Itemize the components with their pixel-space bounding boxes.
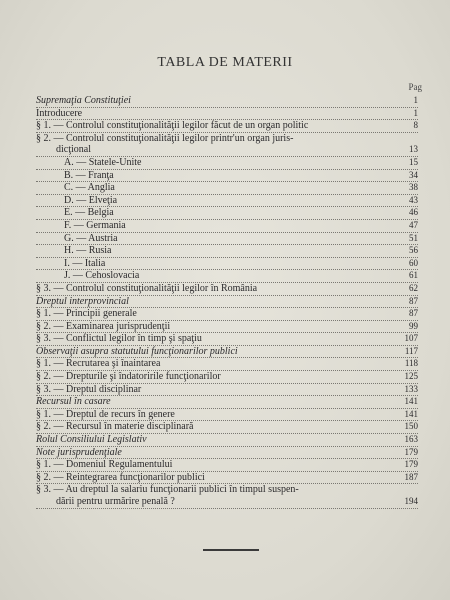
- table-of-contents: [36, 95, 418, 509]
- toc-entry-text: C. — Anglia: [64, 182, 115, 194]
- toc-entry-text: § 1. — Domeniul Regulamentului: [36, 459, 173, 471]
- toc-page-number: 60: [409, 257, 418, 268]
- toc-entry-text: J. — Cehoslovacia: [64, 270, 140, 282]
- toc-entry: [36, 245, 418, 258]
- toc-entry: [36, 484, 418, 496]
- page-column-label: Pag: [408, 82, 422, 92]
- toc-entry: [36, 182, 418, 195]
- toc-entry-text: § 2. — Examinarea jurisprudenţii: [36, 320, 171, 332]
- toc-entry: [36, 108, 418, 121]
- toc-section-heading: [36, 434, 418, 447]
- toc-page-number: 47: [409, 219, 418, 230]
- toc-section-heading: [36, 396, 418, 409]
- toc-page-number: 34: [409, 169, 418, 180]
- toc-entry: [36, 283, 418, 296]
- toc-page-number: 61: [409, 270, 418, 281]
- toc-entry-text: § 3. — Controlul constituţionalităţii legilor în România: [36, 282, 258, 294]
- toc-entry-text: B. — Franţa: [64, 169, 114, 181]
- toc-page-number: 99: [409, 320, 418, 331]
- toc-entry: [36, 409, 418, 422]
- toc-entry: [36, 258, 418, 271]
- toc-entry: [36, 157, 418, 170]
- toc-page-number: 8: [413, 120, 418, 131]
- toc-entry: [36, 133, 418, 145]
- toc-page-number: 125: [404, 371, 418, 382]
- toc-entry-text: Dreptul interprovincial: [36, 295, 129, 307]
- toc-page-number: 141: [404, 396, 418, 407]
- toc-page-number: 87: [409, 308, 418, 319]
- toc-section-heading: [36, 296, 418, 309]
- toc-entry-text: § 2. — Controlul constituţionalităţii legilor printr'un organ juris-: [36, 132, 294, 144]
- toc-page-number: 107: [404, 333, 418, 344]
- toc-page-number: 1: [413, 107, 418, 118]
- page-title: TABLA DE MATERII: [157, 55, 293, 70]
- toc-page-number: 56: [409, 245, 418, 256]
- toc-entry-text: I. — Italia: [64, 257, 106, 269]
- toc-entry: [36, 220, 418, 233]
- toc-entry: [36, 144, 418, 157]
- toc-entry-text: § 3. — Dreptul disciplinar: [36, 383, 142, 395]
- toc-entry-text: § 3. — Conflictul legilor în timp şi spaţiu: [36, 333, 202, 345]
- toc-entry: [36, 496, 418, 509]
- toc-entry-text: Supremaţia Constituţiei: [36, 95, 131, 106]
- toc-entry-text: Note jurisprudenţiale: [36, 446, 122, 458]
- toc-entry-text: § 2. — Reintegrarea funcţionarilor publici: [36, 471, 205, 483]
- toc-entry-text: Recursul în casare: [36, 396, 111, 408]
- toc-entry-text: A. — Statele-Unite: [64, 156, 142, 168]
- toc-entry-text: H. — Rusia: [64, 245, 112, 257]
- toc-entry-text: § 1. — Recrutarea şi înaintarea: [36, 358, 161, 370]
- end-divider: [203, 549, 259, 551]
- toc-entry: [36, 321, 418, 334]
- toc-page-number: 87: [409, 295, 418, 306]
- toc-entry: [36, 459, 418, 472]
- toc-page-number: 141: [404, 408, 418, 419]
- toc-entry-text: Observaţii asupra statutului funcţionarilor publici: [36, 345, 238, 357]
- toc-entry-text: G. — Austria: [64, 232, 118, 244]
- toc-entry: [36, 120, 418, 133]
- toc-entry: [36, 421, 418, 434]
- toc-page-number: 179: [404, 459, 418, 470]
- toc-entry: [36, 358, 418, 371]
- toc-page-number: 15: [409, 156, 418, 167]
- toc-page-number: 38: [409, 182, 418, 193]
- toc-entry-text: § 2. — Recursul în materie disciplinară: [36, 421, 194, 433]
- toc-page-number: 62: [409, 282, 418, 293]
- toc-page-number: 1: [413, 95, 418, 105]
- toc-entry-text: E. — Belgia: [64, 207, 114, 219]
- toc-page-number: 194: [404, 496, 418, 506]
- toc-entry-text: § 3. — Au dreptul la salariu funcţionarii publici în timpul suspen-: [36, 484, 299, 496]
- toc-page-number: 187: [404, 471, 418, 482]
- toc-entry: [36, 233, 418, 246]
- toc-section-heading: [36, 447, 418, 460]
- toc-page-number: 118: [404, 358, 418, 369]
- toc-entry-text: § 2. — Drepturile şi îndatoririle funcţionarilor: [36, 371, 221, 383]
- toc-entry-text: dicţional: [56, 144, 91, 156]
- toc-entry-text: Introducere: [36, 107, 83, 119]
- toc-entry-text: § 1. — Dreptul de recurs în genere: [36, 408, 175, 420]
- toc-entry-text: § 1. — Principii generale: [36, 308, 137, 320]
- toc-page-number: 163: [404, 434, 418, 445]
- toc-entry: [36, 333, 418, 346]
- toc-entry: [36, 371, 418, 384]
- toc-entry: [36, 384, 418, 397]
- toc-entry-text: D. — Elveţia: [64, 194, 118, 206]
- toc-page-number: 117: [404, 345, 418, 356]
- toc-page-number: 46: [409, 207, 418, 218]
- toc-entry-text: § 1. — Controlul constituţionalităţii legilor făcut de un organ politic: [36, 120, 309, 132]
- toc-entry-text: dării pentru urmărire penală ?: [56, 496, 175, 507]
- toc-entry: [36, 308, 418, 321]
- toc-entry-text: F. — Germania: [64, 219, 126, 231]
- toc-page-number: 13: [409, 144, 418, 155]
- toc-entry-text: Rolul Consiliului Legislativ: [36, 434, 147, 446]
- toc-page-number: 150: [404, 421, 418, 432]
- toc-page-number: 43: [409, 194, 418, 205]
- toc-page-number: 51: [409, 232, 418, 243]
- toc-section-heading: [36, 346, 418, 359]
- toc-entry: [36, 170, 418, 183]
- toc-page-number: 179: [404, 446, 418, 457]
- toc-entry: [36, 472, 418, 485]
- toc-section-heading: [36, 95, 418, 108]
- toc-entry: [36, 195, 418, 208]
- toc-entry: [36, 207, 418, 220]
- toc-entry: [36, 270, 418, 283]
- toc-page-number: 133: [404, 383, 418, 394]
